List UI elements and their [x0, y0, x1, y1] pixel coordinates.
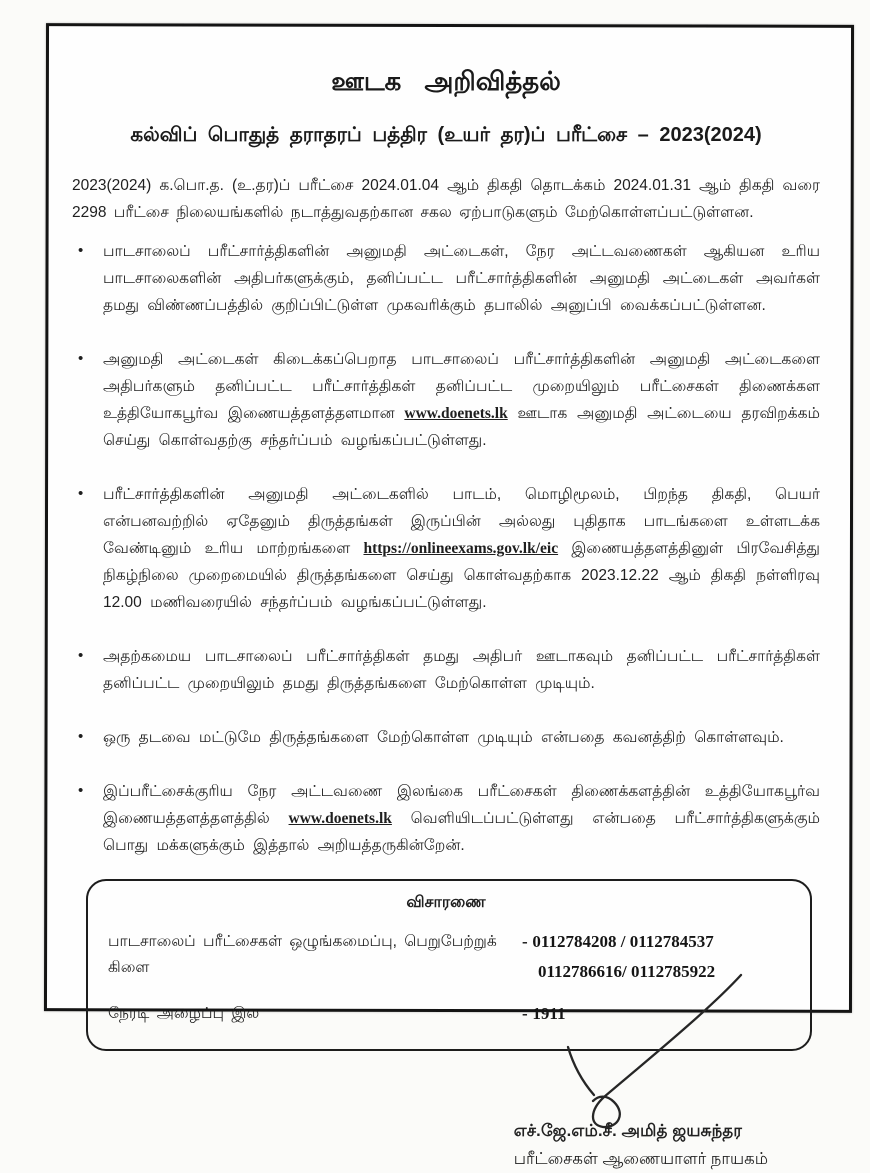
page-title: ஊடக அறிவித்தல்: [331, 66, 561, 96]
bullet-text: ஊடாக அனுமதி அட்டையை தரவிறக்கம் செய்து கொள்வதற்கு சந்தர்ப்பம் வழங்கப்பட்டுள்ளது.: [103, 405, 820, 449]
intro-paragraph: 2023(2024) க.பொ.த. (உ.தர)ப் பரீட்சை 2024.01.04 ஆம் திகதி தொடக்கம் 2024.01.31 ஆம் திகதி வரை 2298 பரீட்சை நிலையங்களில் நடாத்துவதற்கான சகல ஏற்பாடுகளும் மேற்கொள்ளப்பட்டுள்ளன.: [72, 177, 820, 221]
bullet-item-timetable-published: [72, 778, 820, 859]
bullet-text: இப்பரீட்சைக்குரிய நேர அட்டவணை இலங்கை பரீட்சைகள் திணைக்களத்தின் உத்தியோகபூர்வ இணையத்தளத்தளத்தில்: [103, 783, 820, 827]
doenets-link[interactable]: www.doenets.lk: [404, 405, 508, 422]
bullet-text: பாடசாலைப் பரீட்சார்த்திகளின் அனுமதி அட்டைகள், நேர அட்டவணைகள் ஆகியன உரிய பாடசாலைகளின் அதிபர்களுக்கும், தனிப்பட்ட பரீட்சார்த்திகளின் அனுமதி அட்டைகள் அவர்கள் தமது விண்ணப்பத்தில் குறிப்பிட்டுள்ள முகவரிக்கும் தபாலில் அனுப்பி வைக்கப்பட்டுள்ளன.: [103, 243, 820, 314]
dash-separator: -: [522, 1004, 528, 1023]
onlineexams-link[interactable]: https://onlineexams.gov.lk/eic: [363, 540, 559, 557]
bullet-item-download-admission: [72, 346, 820, 454]
bullet-icon: •: [78, 647, 84, 664]
inquiry-row-school-exams: [108, 927, 784, 987]
dash-separator: -: [522, 932, 528, 951]
bullet-icon: •: [78, 485, 84, 502]
document-subtitle: கல்விப் பொதுத் தராதரப் பத்திர (உயர் தர)ப் பரீட்சை – 2023(2024): [130, 124, 762, 146]
signature-block: [514, 1117, 768, 1173]
bullet-item-correction-method: [72, 643, 820, 697]
document-content: [72, 40, 820, 1173]
bullet-text: அதற்கமைய பாடசாலைப் பரீட்சார்த்திகள் தமது அதிபர் ஊடாகவும் தனிப்பட்ட பரீட்சார்த்திகள் தனிப்பட்ட முறையிலும் தமது திருத்தங்களை மேற்கொள்ள முடியும்.: [103, 648, 820, 692]
bullet-text: ஒரு தடவை மட்டுமே திருத்தங்களை மேற்கொள்ள முடியும் என்பதை கவனத்திற் கொள்ளவும்.: [103, 729, 784, 746]
bullet-text: இணையத்தளத்தினுள் பிரவேசித்து நிகழ்நிலை முறைமையில் திருத்தங்களை செய்து கொள்வதற்காக 2023.12.22 ஆம் திகதி நள்ளிரவு 12.00 மணிவரையில் சந்தர்ப்பம் வழங்கப்பட்டுள்ளது.: [103, 540, 820, 611]
bullet-item-one-time-only: [72, 724, 820, 751]
inquiry-value: [522, 927, 784, 987]
inquiry-section: [72, 879, 820, 1051]
hotline-number: 1911: [532, 1004, 566, 1023]
bullet-icon: •: [78, 782, 84, 799]
bullet-text: பரீட்சார்த்திகளின் அனுமதி அட்டைகளில் பாடம், மொழிமூலம், பிறந்த திகதி, பெயர் என்பனவற்றில் ஏதேனும் திருத்தங்கள் இருப்பின் அல்லது புதிதாக பாடங்களை உள்ளடக்க வேண்டினும் உரிய மாற்றங்களை: [103, 486, 820, 557]
bullet-icon: •: [78, 242, 84, 259]
inquiry-label: பாடசாலைப் பரீட்சைகள் ஒழுங்கமைப்பு, பெறுபேற்றுக் கிளை: [108, 933, 497, 976]
signature-name: எச்.ஜே.எம்.சீ. அமித் ஜயசுந்தர: [513, 1122, 743, 1140]
inquiry-value: [522, 999, 784, 1029]
signature-role: பரீட்சைகள் ஆணையாளர் நாயகம்: [513, 1150, 768, 1168]
inquiry-row-hotline: [108, 999, 784, 1029]
inquiry-label: நேரடி அழைப்பு இல: [108, 1005, 260, 1022]
inquiry-title: விசாரணை: [406, 894, 486, 911]
bullet-item-admission-cards: [72, 238, 820, 319]
bullet-text: அனுமதி அட்டைகள் கிடைக்கப்பெறாத பாடசாலைப் பரீட்சார்த்திகளின் அனுமதி அட்டைகளை அதிபர்களும் தனிப்பட்ட பரீட்சார்த்திகள் தனிப்பட்ட முறையிலும் பரீட்சைகள் திணைக்கள உத்தியோகபூர்வ இணையத்தளத்தளமான: [103, 351, 820, 422]
bullet-list: [72, 238, 820, 859]
bullet-item-online-corrections: [72, 481, 820, 616]
bullet-icon: •: [78, 728, 84, 745]
bullet-text: வெளியிடப்பட்டுள்ளது என்பதை பரீட்சார்த்திகளுக்கும் பொது மக்களுக்கும் இத்தால் அறியத்தருகின்றேன்.: [103, 810, 820, 854]
doenets-link[interactable]: www.doenets.lk: [288, 810, 392, 827]
phone-numbers-line2: 0112786616/ 0112785922: [538, 962, 716, 981]
inquiry-box: [86, 879, 812, 1051]
phone-numbers-line1: 0112784208 / 0112784537: [532, 932, 714, 951]
bullet-icon: •: [78, 350, 84, 367]
